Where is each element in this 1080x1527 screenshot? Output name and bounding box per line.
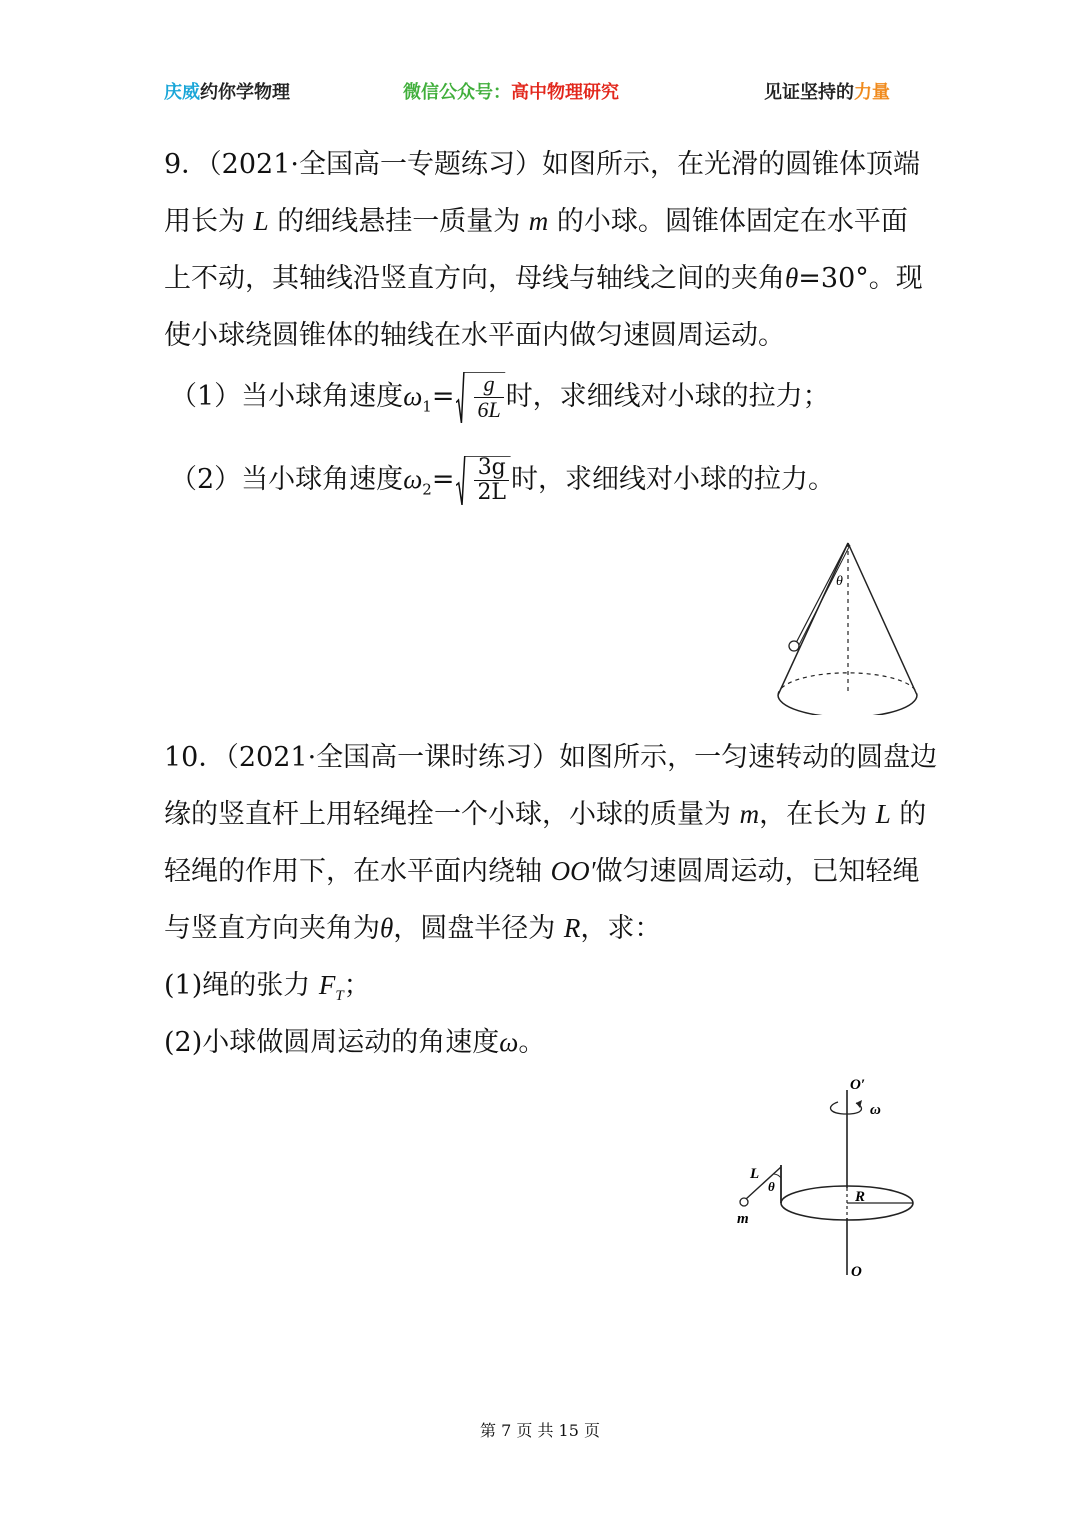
q9-line-2	[164, 199, 908, 238]
q10-l4c: ，求：	[580, 913, 662, 944]
q10-var-F: F	[318, 970, 336, 1000]
q10-var-m: m	[739, 799, 760, 829]
header-right-a: 见证坚持的	[764, 82, 854, 103]
q9-p2-eq: =	[431, 464, 455, 495]
q10-var-F-sub: T	[335, 988, 344, 1005]
q9-p1-sub: 1	[422, 397, 432, 416]
disk-theta-label: θ	[768, 1179, 775, 1194]
q10-p2-pre: (2)小球做圆周运动的角速度	[164, 1027, 500, 1058]
header-mid	[403, 78, 619, 104]
cone-figure	[770, 535, 930, 715]
q10-l4b: ，圆盘半径为	[393, 913, 564, 944]
q10-p2-post: 。	[518, 1027, 546, 1058]
q10-line-3	[164, 849, 920, 888]
q9-p2-num: 3g	[477, 455, 506, 480]
disk-O-label: O	[851, 1264, 862, 1280]
q9-l2a: 用长为	[164, 206, 254, 237]
q9-p2-post: 时，求细线对小球的拉力。	[511, 464, 836, 495]
header-left-b: 约你学物理	[200, 82, 290, 103]
q9-p1-omega: ω	[403, 381, 423, 411]
q10-line-4	[164, 906, 661, 945]
q9-p1-post: 时，求细线对小球的拉力；	[505, 381, 830, 412]
page-header	[0, 78, 1080, 108]
q9-var-m: m	[528, 206, 549, 236]
q9-p2-sqrt	[456, 456, 511, 505]
q9-l3a: 上不动，其轴线沿竖直方向，母线与轴线之间的夹角	[164, 263, 785, 294]
header-right	[764, 78, 890, 104]
q9-l2b: 的细线悬挂一质量为	[268, 206, 529, 237]
q10-var-OO: OO′	[550, 856, 596, 886]
q10-var-L: L	[875, 799, 891, 829]
q10-p1-pre: (1)绳的张力	[164, 970, 319, 1001]
q10-line-1: 10．（2021·全国高一课时练习）如图所示，一匀速转动的圆盘边	[164, 742, 938, 773]
q10-l2b: ，在长为	[759, 799, 876, 830]
q10-part-2	[164, 1020, 545, 1059]
disk-O-top-label: O′	[850, 1077, 866, 1093]
q9-p1-num: g	[483, 371, 495, 396]
header-left-a: 庆威	[164, 82, 200, 103]
q9-part-1	[170, 372, 830, 423]
q10-line-2	[164, 792, 926, 831]
q10-l4a: 与竖直方向夹角为	[164, 913, 380, 944]
q10-var-theta: θ	[380, 913, 394, 943]
header-left	[164, 78, 290, 104]
q10-part-1	[164, 963, 371, 1005]
q9-line-4: 使小球绕圆锥体的轴线在水平面内做匀速圆周运动。	[164, 320, 785, 351]
disk-R-label: R	[855, 1189, 866, 1205]
disk-omega-label: ω	[870, 1102, 881, 1118]
q9-p2-pre: （2）当小球角速度	[170, 464, 404, 495]
q10-l3a: 轻绳的作用下，在水平面内绕轴	[164, 856, 551, 887]
page-footer: 第 7 页 共 15 页	[480, 1421, 600, 1440]
q9-var-theta: θ	[785, 263, 799, 293]
q9-line-1: 9．（2021·全国高一专题练习）如图所示，在光滑的圆锥体顶端	[164, 149, 920, 180]
q9-l2c: 的小球。圆锥体固定在水平面	[548, 206, 908, 237]
header-mid-b: 高中物理研究	[511, 82, 619, 103]
q10-l2c: 的	[890, 799, 927, 830]
q10-var-omega: ω	[499, 1027, 519, 1057]
q9-p1-pre: （1）当小球角速度	[170, 381, 404, 412]
q9-p2-sub: 2	[422, 480, 432, 499]
header-mid-a: 微信公众号：	[403, 82, 511, 103]
disk-m-label: m	[737, 1211, 749, 1227]
q9-p1-eq: =	[431, 381, 455, 412]
q10-var-R: R	[563, 913, 581, 943]
q10-p1-post: ；	[343, 970, 371, 1001]
q9-p2-omega: ω	[403, 464, 423, 494]
disk-figure	[730, 1070, 950, 1290]
q10-l2a: 缘的竖直杆上用轻绳拴一个小球，小球的质量为	[164, 799, 740, 830]
q9-var-L: L	[253, 206, 269, 236]
q9-line-3	[164, 256, 923, 295]
q9-part-2	[170, 456, 835, 505]
q10-l3b: 做匀速圆周运动，已知轻绳	[595, 856, 920, 887]
q9-l3b: =30°。现	[798, 263, 923, 294]
cone-theta-label: θ	[836, 574, 843, 589]
disk-L-label: L	[750, 1166, 760, 1182]
q9-p1-sqrt	[456, 372, 505, 423]
q9-p2-den: 2L	[477, 480, 507, 505]
header-right-b: 力量	[854, 82, 890, 103]
q9-p1-den: 6L	[477, 397, 501, 422]
